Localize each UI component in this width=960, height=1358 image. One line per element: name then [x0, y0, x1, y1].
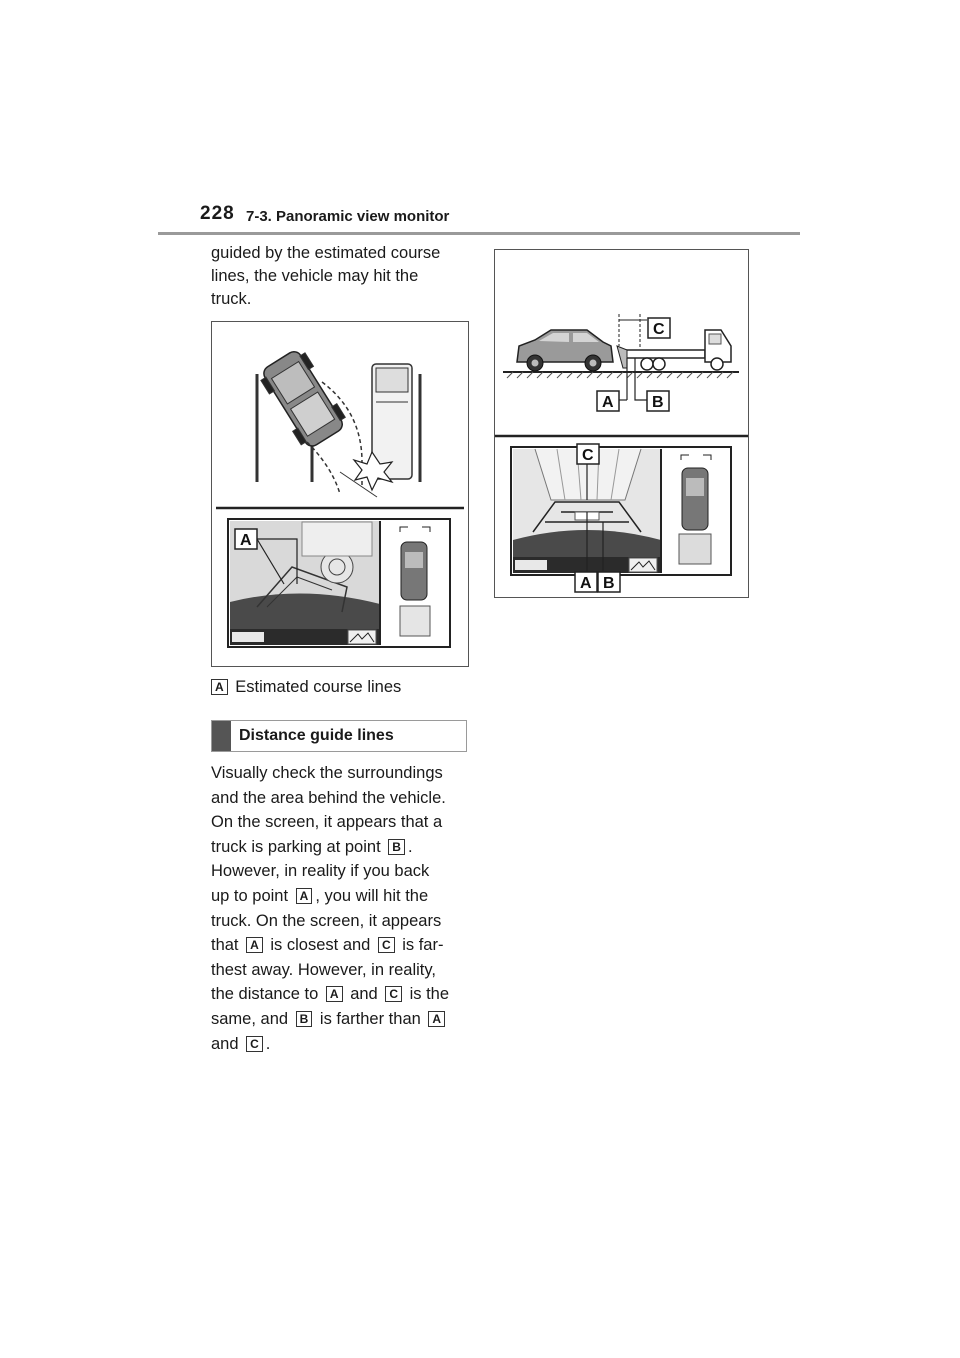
body-line: However, in reality if you back — [211, 862, 430, 881]
figure-caption — [211, 678, 401, 697]
top-view-scene — [257, 346, 420, 497]
callout-b-bottom: B — [603, 575, 615, 592]
page-number: 228 — [200, 203, 235, 224]
distance-guide-heading — [211, 720, 467, 752]
body-line: that A is closest and C is far- — [211, 936, 444, 955]
header-rule — [158, 232, 800, 235]
badge-c: C — [246, 1036, 263, 1052]
caption-text: Estimated course lines — [235, 678, 402, 696]
badge-b: B — [388, 839, 405, 855]
intro-line: truck. — [211, 290, 252, 308]
intro-paragraph — [211, 242, 471, 311]
body-line: Visually check the surroundings — [211, 764, 443, 782]
body-line: the distance to A and C is the — [211, 985, 450, 1004]
intro-line: lines, the vehicle may hit the — [211, 267, 419, 285]
body-paragraph — [211, 762, 473, 1057]
badge-b: B — [296, 1011, 313, 1027]
intro-line: guided by the estimated course — [211, 244, 441, 262]
body-line: truck is parking at point B . — [211, 837, 413, 856]
monitor-screen — [511, 447, 731, 575]
callout-a-bottom: A — [580, 575, 592, 592]
section-title: 7-3. Panoramic view monitor — [246, 208, 450, 225]
monitor-screen — [228, 519, 450, 647]
body-line: up to point A , you will hit the — [211, 886, 429, 905]
badge-a: A — [428, 1011, 445, 1027]
badge-a: A — [211, 679, 228, 695]
body-line: truck. On the screen, it appears — [211, 911, 442, 930]
callout-a-top: A — [602, 394, 614, 411]
side-view-scene — [503, 314, 739, 400]
body-line: same, and B is farther than A — [211, 1008, 473, 1033]
badge-c: C — [378, 937, 395, 953]
badge-a: A — [326, 986, 343, 1002]
badge-a: A — [246, 937, 263, 953]
body-line: and C . — [211, 1034, 271, 1053]
callout-b-top: B — [652, 394, 664, 411]
badge-a: A — [296, 888, 313, 904]
callout-a: A — [240, 532, 252, 549]
badge-c: C — [385, 986, 402, 1002]
distance-guide-illustration — [494, 249, 749, 598]
heading-label: Distance guide lines — [239, 727, 394, 744]
callout-c-bottom: C — [582, 447, 594, 464]
body-line: thest away. However, in reality, — [211, 960, 436, 979]
course-lines-illustration — [211, 321, 469, 667]
heading-bar — [212, 721, 231, 751]
callout-c-top: C — [653, 321, 665, 338]
body-line: and the area behind the vehicle. — [211, 788, 446, 807]
body-line: On the screen, it appears that a — [211, 813, 443, 832]
